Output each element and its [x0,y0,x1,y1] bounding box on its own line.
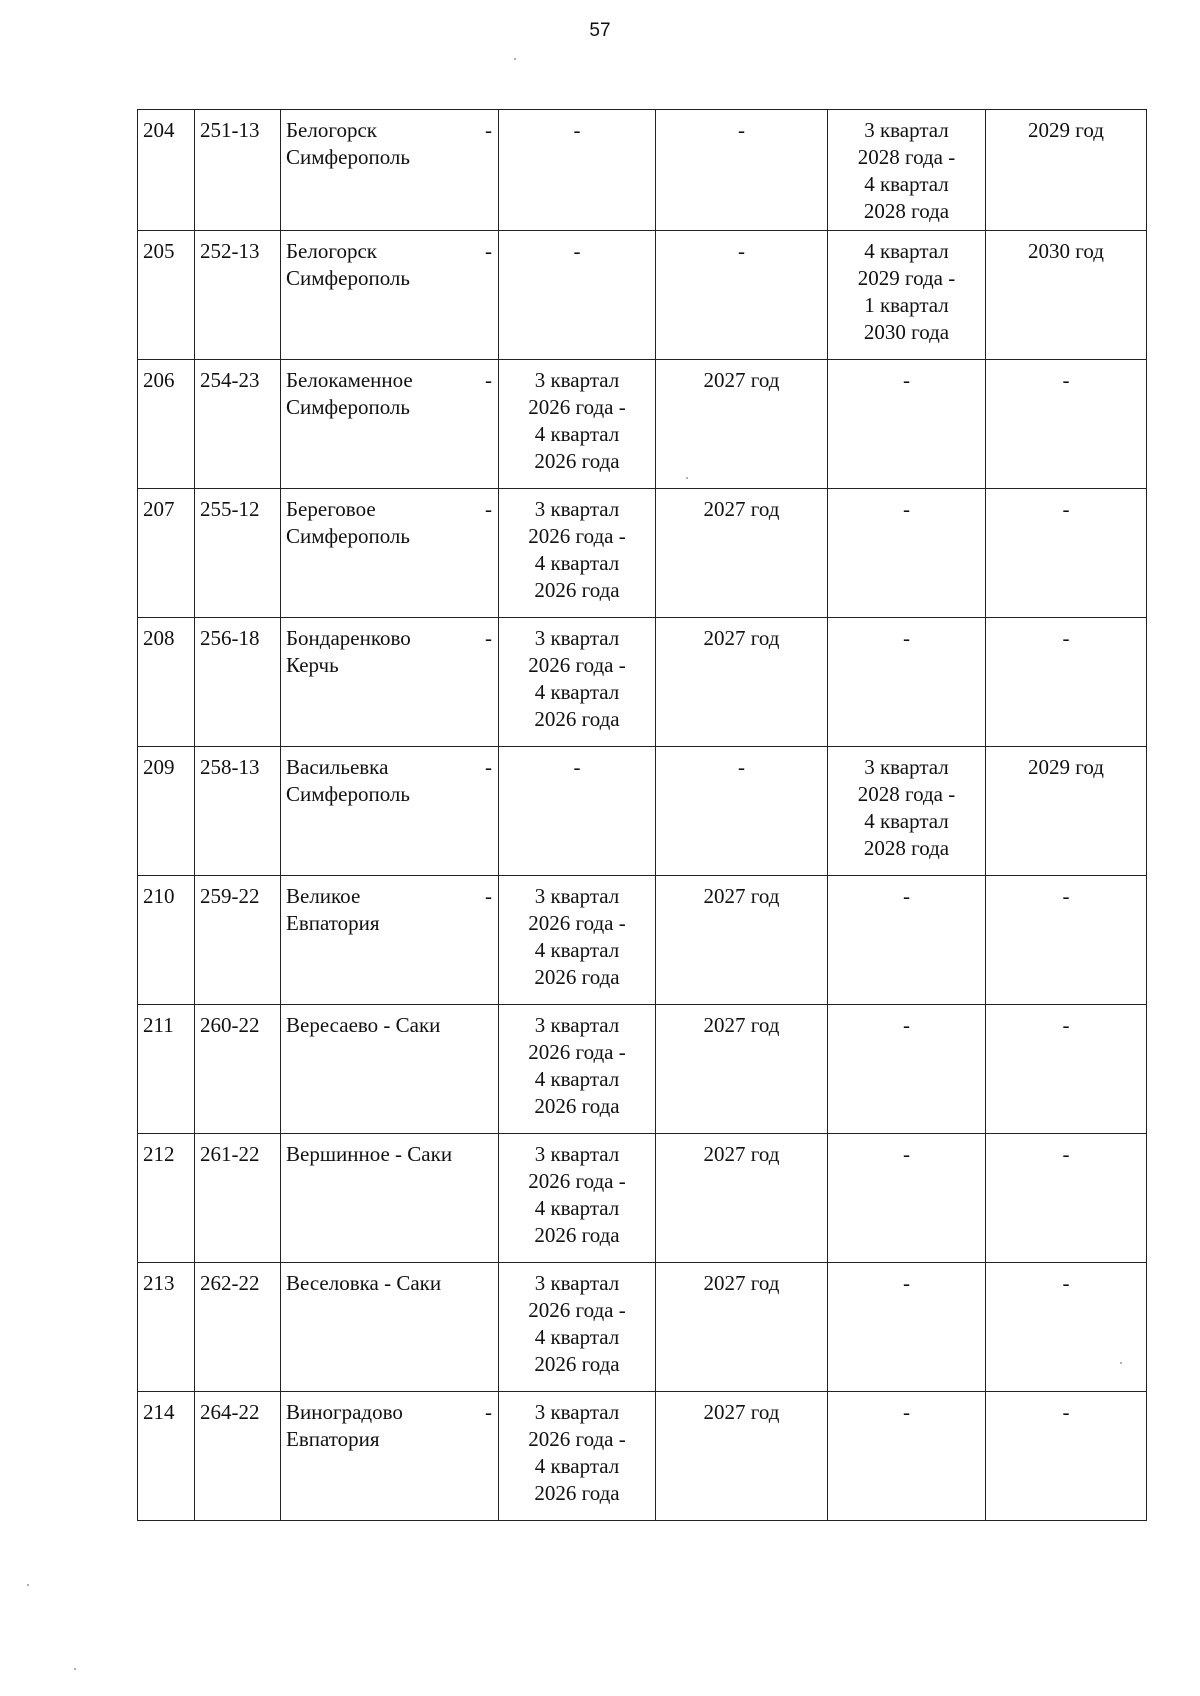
route-name-cell [281,618,499,747]
period-start-cell: - [499,231,656,360]
period-start-cell: 3 квартал 2026 года - 4 квартал 2026 года [499,1005,656,1134]
year-end-cell: - [986,1392,1147,1521]
route-code-cell: 259-22 [195,876,281,1005]
period-start-cell: - [499,110,656,231]
period-start-cell: 3 квартал 2026 года - 4 квартал 2026 года [499,618,656,747]
route-code-cell: 255-12 [195,489,281,618]
period-start-cell: 3 квартал 2026 года - 4 квартал 2026 года [499,1392,656,1521]
route-name-cell [281,1005,499,1134]
route-name-text: Бондаренково Керчь [286,626,411,677]
period-end-cell: - [828,1263,986,1392]
period-end-cell: - [828,360,986,489]
period-start-cell: 3 квартал 2026 года - 4 квартал 2026 года [499,1263,656,1392]
year-start-cell: - [656,231,828,360]
table-row [138,1263,1147,1392]
scan-speck [1120,1362,1122,1364]
route-code-cell: 251-13 [195,110,281,231]
year-start-cell: 2027 год [656,876,828,1005]
year-start-cell: 2027 год [656,618,828,747]
year-start-cell: 2027 год [656,1134,828,1263]
year-end-cell: - [986,618,1147,747]
period-end-cell: 3 квартал 2028 года - 4 квартал 2028 года [828,747,986,876]
year-start-cell: 2027 год [656,489,828,618]
route-separator-dash: - [485,497,492,521]
route-name-text: Виноградово Евпатория [286,1400,403,1451]
route-name-text: Васильевка Симферополь [286,755,410,806]
route-code-cell: 261-22 [195,1134,281,1263]
year-end-cell: - [986,360,1147,489]
year-end-cell: - [986,1005,1147,1134]
route-code-cell: 254-23 [195,360,281,489]
row-number-cell: 212 [138,1134,195,1263]
period-end-cell: - [828,1392,986,1521]
year-start-cell: 2027 год [656,360,828,489]
route-name-cell [281,360,499,489]
row-number-cell: 210 [138,876,195,1005]
route-separator-dash: - [485,118,492,142]
row-number-cell: 206 [138,360,195,489]
row-number-cell: 208 [138,618,195,747]
route-name-text: Великое Евпатория [286,884,380,935]
row-number-cell: 205 [138,231,195,360]
table-row [138,618,1147,747]
route-separator-dash: - [485,239,492,263]
route-code-cell: 256-18 [195,618,281,747]
route-separator-dash: - [485,368,492,392]
year-start-cell: 2027 год [656,1005,828,1134]
year-end-cell: 2029 год [986,110,1147,231]
route-name-text: Белокаменное Симферополь [286,368,413,419]
row-number-cell: 214 [138,1392,195,1521]
table-body [138,110,1147,1521]
table-row [138,489,1147,618]
year-start-cell: 2027 год [656,1392,828,1521]
route-code-cell: 260-22 [195,1005,281,1134]
route-separator-dash: - [485,755,492,779]
route-name-text: Белогорск Симферополь [286,118,410,169]
schedule-table [137,109,1147,1521]
period-end-cell: 4 квартал 2029 года - 1 квартал 2030 года [828,231,986,360]
route-name-cell [281,1392,499,1521]
year-start-cell: 2027 год [656,1263,828,1392]
year-end-cell: 2030 год [986,231,1147,360]
route-code-cell: 264-22 [195,1392,281,1521]
table-row [138,231,1147,360]
period-end-cell: - [828,876,986,1005]
table-row [138,360,1147,489]
route-name-cell [281,876,499,1005]
table-row [138,1134,1147,1263]
row-number-cell: 209 [138,747,195,876]
period-start-cell: 3 квартал 2026 года - 4 квартал 2026 года [499,489,656,618]
row-number-cell: 213 [138,1263,195,1392]
route-code-cell: 252-13 [195,231,281,360]
table-row [138,1005,1147,1134]
row-number-cell: 204 [138,110,195,231]
route-name-cell [281,747,499,876]
route-name-cell [281,1263,499,1392]
year-start-cell: - [656,110,828,231]
period-start-cell: 3 квартал 2026 года - 4 квартал 2026 года [499,1134,656,1263]
scan-speck [514,58,516,60]
route-name-text: Белогорск Симферополь [286,239,410,290]
period-end-cell: - [828,618,986,747]
year-end-cell: - [986,489,1147,618]
route-separator-dash: - [485,1400,492,1424]
route-name-cell [281,110,499,231]
route-name-cell [281,489,499,618]
row-number-cell: 207 [138,489,195,618]
period-start-cell: 3 квартал 2026 года - 4 квартал 2026 года [499,876,656,1005]
table-row [138,1392,1147,1521]
route-separator-dash: - [485,884,492,908]
year-start-cell: - [656,747,828,876]
route-name-text: Вересаево - Саки [286,1013,441,1037]
route-code-cell: 262-22 [195,1263,281,1392]
period-start-cell: 3 квартал 2026 года - 4 квартал 2026 года [499,360,656,489]
year-end-cell: - [986,1263,1147,1392]
route-name-text: Вершинное - Саки [286,1142,453,1166]
scan-speck [74,1668,76,1670]
row-number-cell: 211 [138,1005,195,1134]
scan-speck [686,477,688,479]
scan-speck [27,1584,29,1586]
table-row [138,110,1147,231]
table-row [138,876,1147,1005]
period-start-cell: - [499,747,656,876]
route-name-cell [281,231,499,360]
period-end-cell: - [828,1005,986,1134]
route-code-cell: 258-13 [195,747,281,876]
route-name-cell [281,1134,499,1263]
year-end-cell: - [986,876,1147,1005]
period-end-cell: - [828,489,986,618]
year-end-cell: - [986,1134,1147,1263]
year-end-cell: 2029 год [986,747,1147,876]
route-name-text: Веселовка - Саки [286,1271,442,1295]
table-row [138,747,1147,876]
period-end-cell: - [828,1134,986,1263]
route-separator-dash: - [485,626,492,650]
page-number: 57 [589,20,611,41]
route-name-text: Береговое Симферополь [286,497,410,548]
period-end-cell: 3 квартал 2028 года - 4 квартал 2028 года [828,110,986,231]
